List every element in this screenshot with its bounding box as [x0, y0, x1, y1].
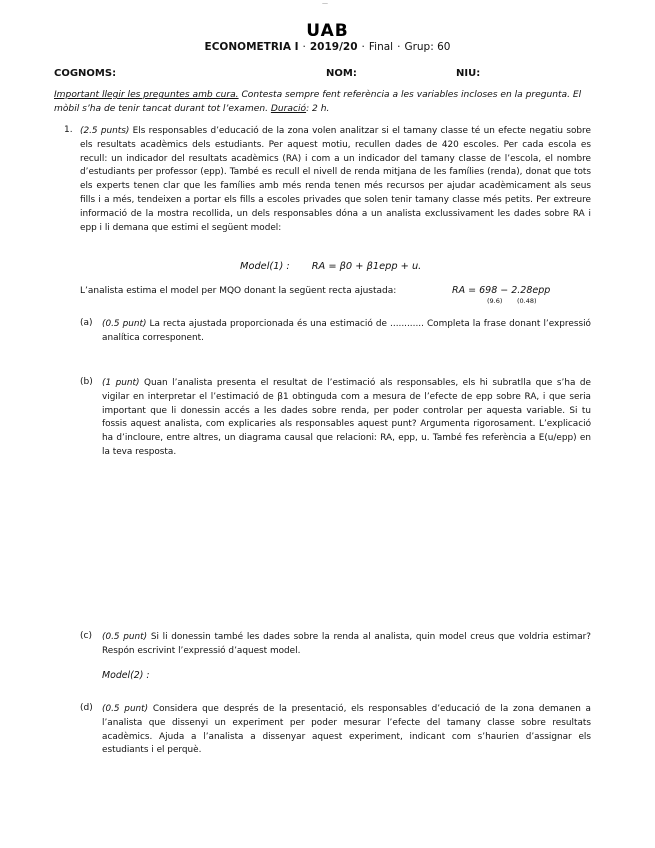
model-1-equation: Model(1) : RA = β0 + β1epp + u.: [240, 261, 422, 272]
std-error-intercept: (9.6): [487, 297, 503, 305]
exam-header: ECONOMETRIA I · 2019/20 · Final · Grup: 60: [204, 41, 451, 53]
part-b-text: (1 punt) Quan l’analista presenta el resultat de l’estimació als responsables, els hi subratlla que s’ha de vigilar en interpretar el l’estimació de β1 obtinguda com a mesura de l’efecte de epp sobre RA, i que seria important que li donessin accés a les dades sobre renda, per poder controlar per aquesta variable. Si tu fossis aquest analista, com explicaries als responsables aquest punt? Argumenta rigorosament. L’explicació ha d’incloure, entre altres, un diagrama causal que relacioni: RA, epp, u. També fes referència a E(u/epp) en la teva resposta.: [102, 378, 591, 457]
duration-value: : 2 h.: [306, 103, 330, 114]
part-b-label: (b): [80, 377, 93, 387]
std-error-slope: (0.48): [517, 297, 537, 305]
model-2-label: Model(2) :: [102, 670, 150, 681]
part-c-text: (0.5 punt) Si li donessin també les dades sobre la renda al analista, quin model creus que voldria estimar? Respón escrivint l’expressió d’aquest model.: [102, 632, 591, 656]
id-label: NIU:: [456, 68, 481, 79]
exam-instructions: Important llegir les preguntes amb cura. Contesta sempre fent referència a les variables incloses en la pregunta. El mòbil s’ha de tenir tancat durant tot l’examen. Duració: 2 h.: [54, 90, 582, 114]
part-d-text: (0.5 punt) Considera que després de la presentació, els responsables d’educació de la zona demanen a l’analista que dissenyi un experiment per poder mesurar l’efecte del tamany classe sobre resultats acadèmics. Ajuda a l’analista a dissenyar aquest experiment, indicant com s’haurien d’assignar els estudiants i el perquè.: [102, 704, 591, 756]
part-a-text: (0.5 punt) La recta ajustada proporcionada és una estimació de ............ Completa la frase donant l’expressió analítica corresponent.: [102, 319, 591, 343]
duration-label: Duració: [270, 103, 307, 114]
part-c-label: (c): [80, 631, 92, 641]
exam-group: Grup: 60: [404, 41, 451, 53]
estimation-sentence: L’analista estima el model per MQO donant la següent recta ajustada:: [80, 286, 397, 296]
exam-session: Final: [368, 41, 394, 53]
question-number: 1.: [64, 125, 73, 135]
part-a-label: (a): [80, 318, 93, 328]
part-d-label: (d): [80, 703, 93, 713]
surname-label: COGNOMS:: [54, 68, 117, 79]
important-note: Important llegir les preguntes amb cura.: [54, 90, 239, 100]
name-label: NOM:: [326, 68, 357, 79]
uab-logo: UAB: [306, 21, 349, 41]
course-name: ECONOMETRIA I: [204, 41, 299, 53]
question-1-text: (2.5 punts) Els responsables d’educació de la zona volen analitzar si el tamany classe té un efecte negatiu sobre els resultats acadèmics dels estudiants. Per aquest motiu, recullen dades de 420 escoles. Per cada escola es recull: un indicador del resultats acadèmics (RA) i com a un indicador del tamany classe de l’escola, el nombre d’estudiants per professor (epp). També es recull el nivell de renda mitjana de les famílies (renda), donat que tots els experts tenen clar que les famílies amb més renda tenen més recursos per ajudar acadèmicament als seus fills i a més, tendeixen a portar els fills a escoles privades que solen tenir tamany classe més petits. Per extreure informació de la mostra recollida, un dels responsables dóna a un analista exclussivament les dades sobre RA i epp i li demana que estimi el següent model:: [80, 126, 591, 233]
academic-year: 2019/20: [309, 41, 358, 53]
top-mark: —: [322, 0, 328, 7]
fitted-line: RA = 698 − 2.28epp: [452, 285, 551, 296]
